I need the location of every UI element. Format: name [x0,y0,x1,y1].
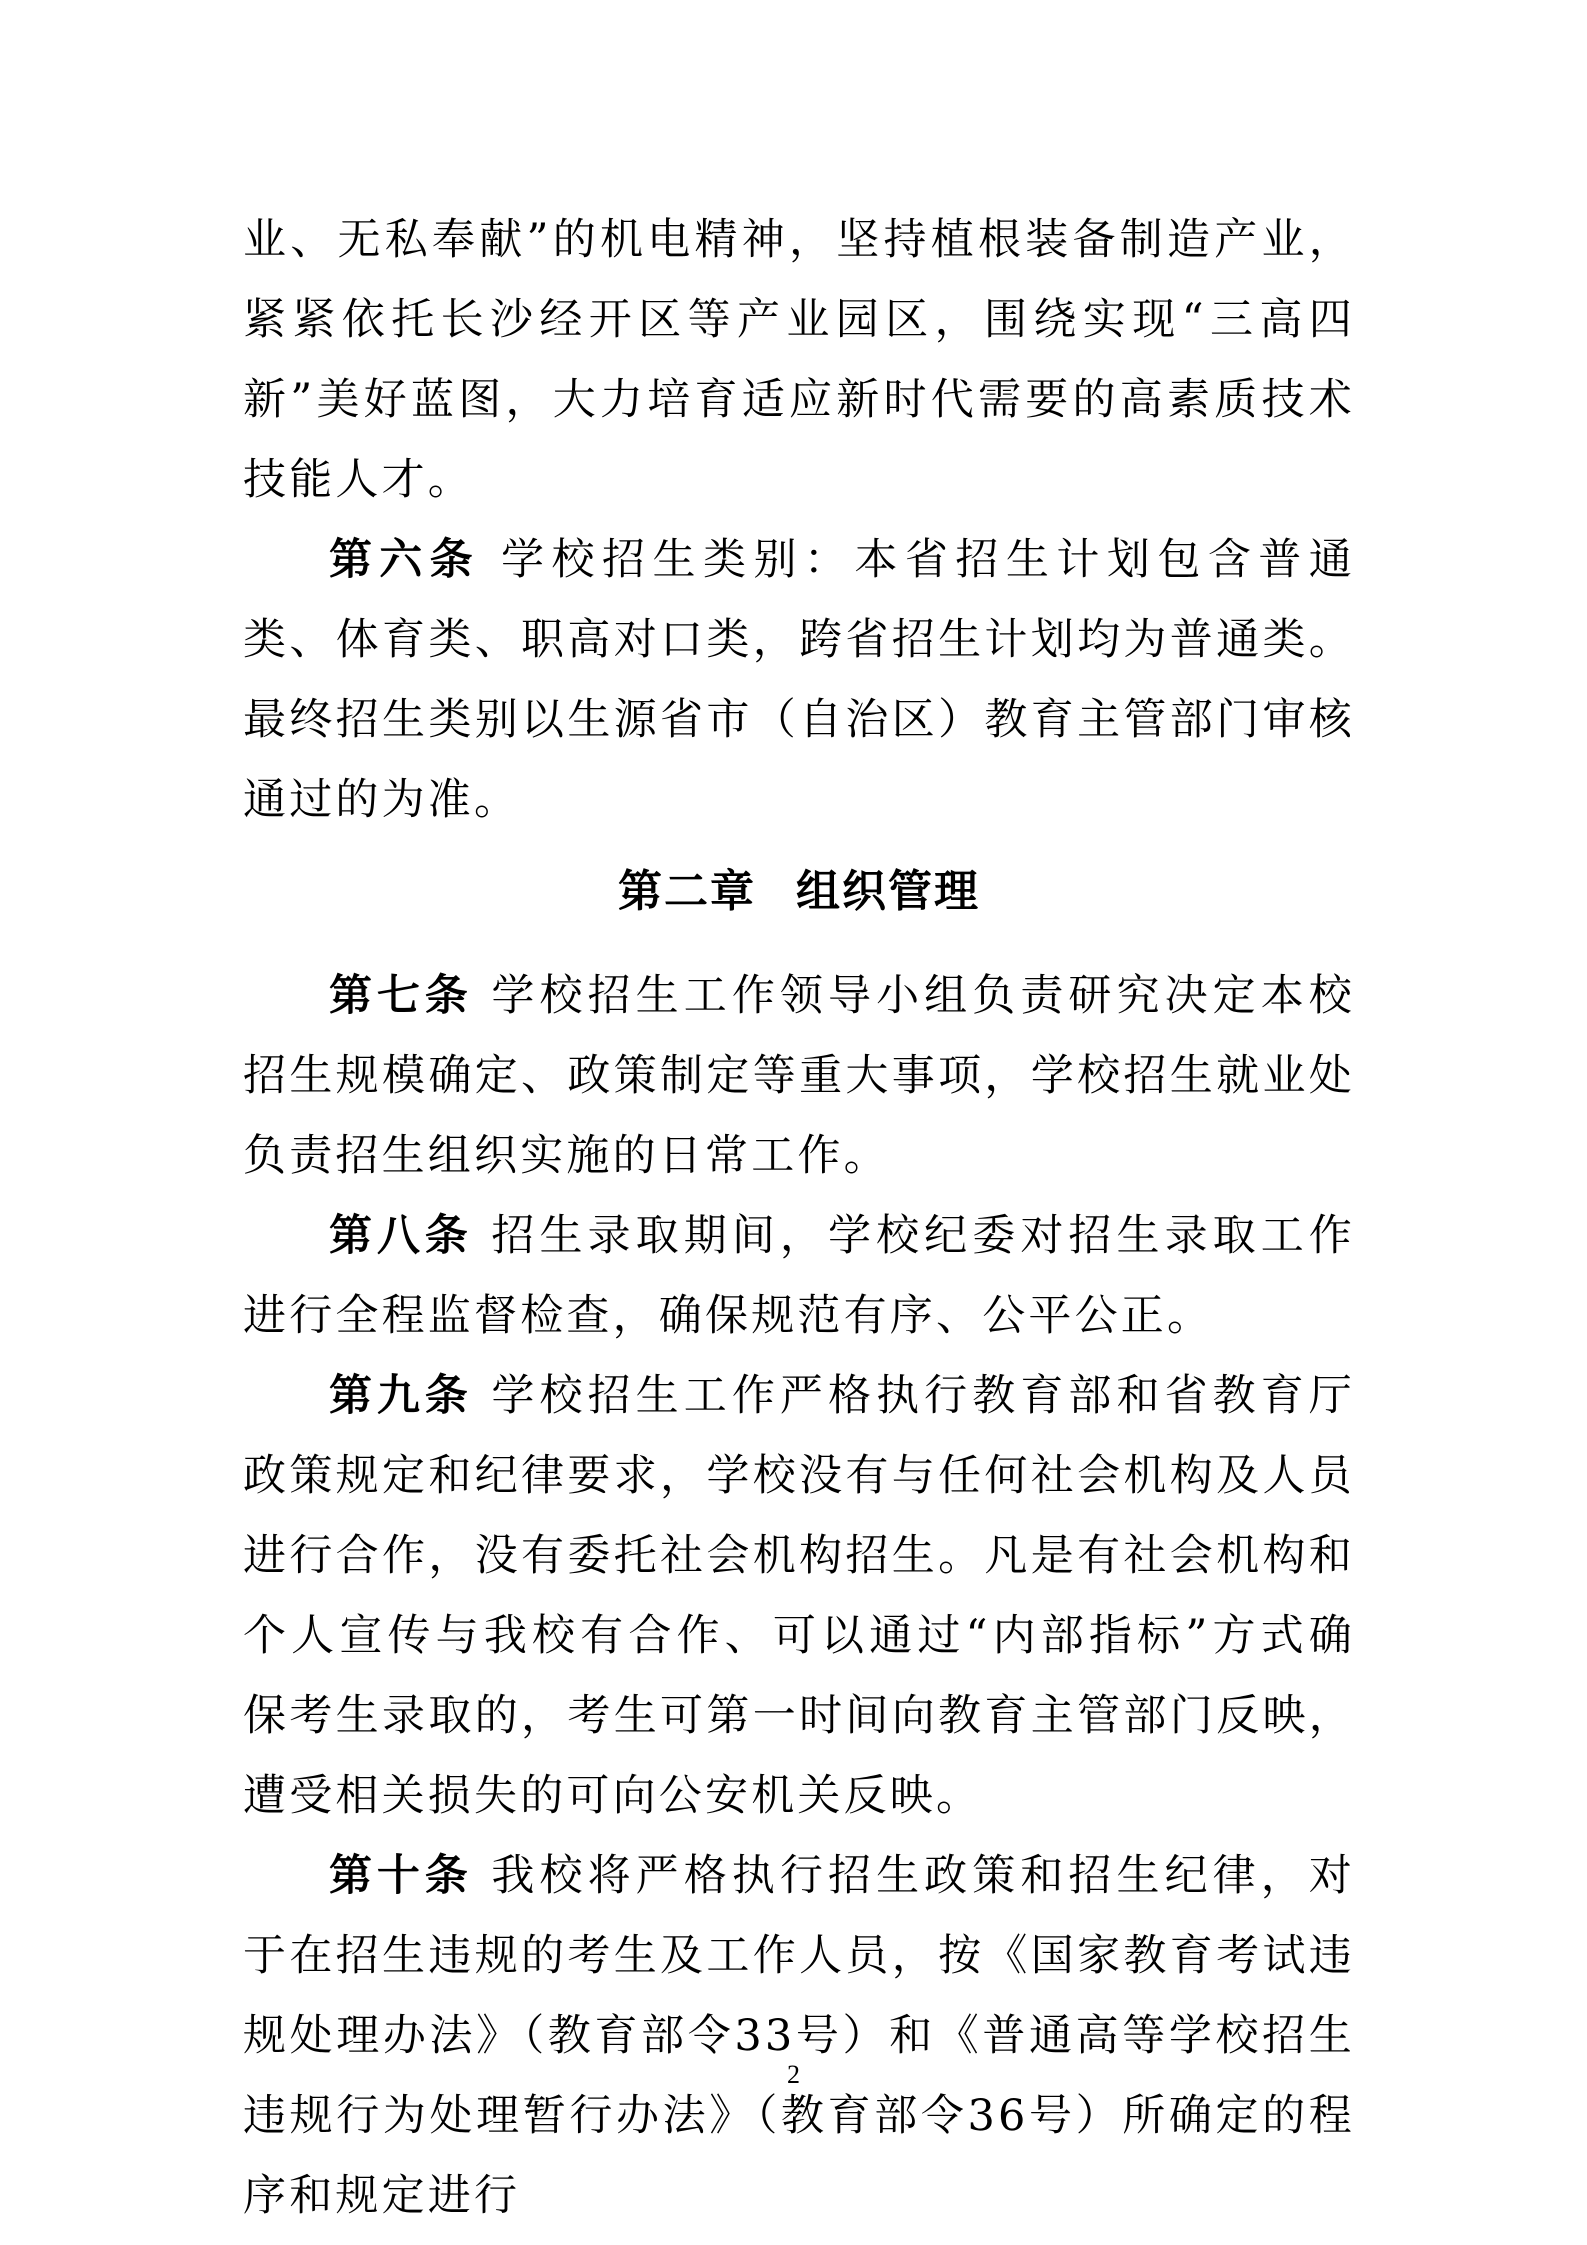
article-6 [243,520,1355,840]
chapter-number: 第二章 [618,866,756,917]
paragraph-continuation [243,200,1355,520]
article-label: 第六条 [329,535,480,585]
chapter-heading [243,840,1355,956]
article-text: 招生录取期间，学校纪委对招生录取工作进行全程监督检查，确保规范有序、公平公正。 [243,1211,1356,1341]
article-text: 学校招生类别：本省招生计划包含普通类、体育类、职高对口类，跨省招生计划均为普通类。最终招生类别以生源省市（自治区）教育主管部门审核通过的为准。 [243,535,1355,825]
article-7 [243,956,1355,1196]
article-8 [243,1196,1355,1356]
article-text: 学校招生工作严格执行教育部和省教育厅政策规定和纪律要求，学校没有与任何社会机构及人员进行合作，没有委托社会机构招生。凡是有社会机构和个人宣传与我校有合作、可以通过“内部指标”方式确保考生录取的，考生可第一时间向教育主管部门反映，遭受相关损失的可向公安机关反映。 [243,1371,1356,1821]
article-label: 第七条 [329,971,473,1021]
article-text: 我校将严格执行招生政策和招生纪律，对于在招生违规的考生及工作人员，按《国家教育考试违规处理办法》（教育部令33号）和《普通高等学校招生违规行为处理暂行办法》（教育部令36号）所确定的程序和规定进行 [243,1851,1356,2221]
article-10 [243,1836,1355,2236]
article-text: 学校招生工作领导小组负责研究决定本校招生规模确定、政策制定等重大事项，学校招生就业处负责招生组织实施的日常工作。 [243,971,1356,1181]
paragraph-text: 业、无私奉献”的机电精神，坚持植根装备制造产业，紧紧依托长沙经开区等产业园区，围绕实现“三高四新”美好蓝图，大力培育适应新时代需要的高素质技术技能人才。 [243,215,1355,505]
article-9 [243,1356,1355,1836]
article-label: 第十条 [329,1851,473,1901]
article-label: 第九条 [329,1371,473,1421]
article-label: 第八条 [329,1211,473,1261]
page-number: 2 [787,2060,800,2089]
chapter-title: 组织管理 [796,866,980,917]
document-body [243,200,1355,2236]
